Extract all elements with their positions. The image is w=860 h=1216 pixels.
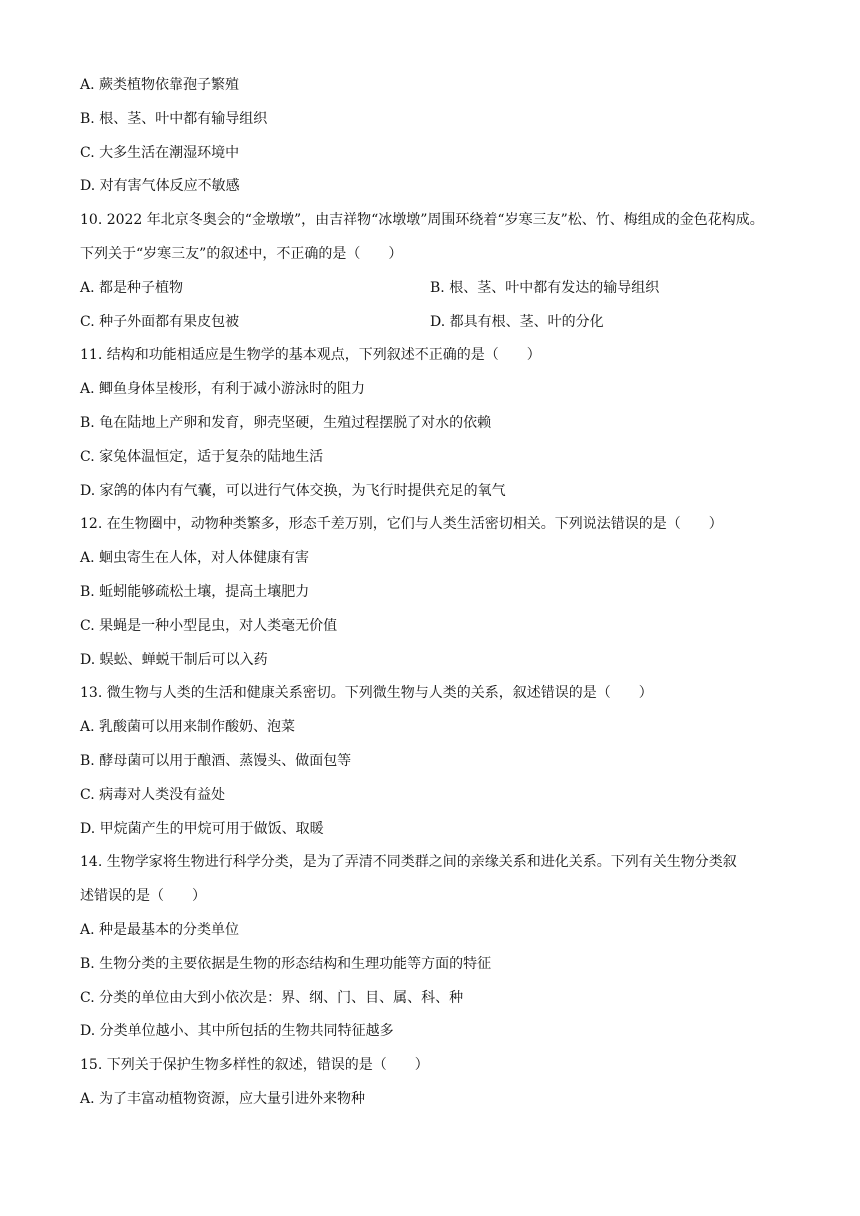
q12-option-a: A. 蛔虫寄生在人体，对人体健康有害 (80, 550, 310, 566)
q12-option-c: C. 果蝇是一种小型昆虫，对人类毫无价值 (80, 618, 338, 634)
q11-option-c: C. 家兔体温恒定，适于复杂的陆地生活 (80, 449, 324, 465)
q9-option-c: C. 大多生活在潮湿环境中 (80, 145, 240, 161)
q15-option-a: A. 为了丰富动植物资源，应大量引进外来物种 (80, 1091, 366, 1107)
q9-option-d: D. 对有害气体反应不敏感 (80, 178, 240, 194)
q14-option-a: A. 种是最基本的分类单位 (80, 922, 240, 938)
q10-option-a: A. 都是种子植物 (80, 280, 184, 296)
q14-option-c: C. 分类的单位由大到小依次是：界、纲、门、目、属、科、种 (80, 990, 464, 1006)
q11-stem: 11. 结构和功能相适应是生物学的基本观点，下列叙述不正确的是（ ） (80, 347, 541, 363)
q10-option-d: D. 都具有根、茎、叶的分化 (430, 314, 604, 330)
q12-stem: 12. 在生物圈中，动物种类繁多，形态千差万别，它们与人类生活密切相关。下列说法错误的是（ ） (80, 516, 723, 532)
q10-stem-line2: 下列关于“岁寒三友”的叙述中，不正确的是（ ） (80, 246, 403, 262)
q13-option-c: C. 病毒对人类没有益处 (80, 787, 226, 803)
q10-stem-line1: 10. 2022 年北京冬奥会的“金墩墩”，由吉祥物“冰墩墩”周围环绕着“岁寒三友”松、竹、梅组成的金色花构成。 (80, 212, 764, 228)
q11-option-d: D. 家鸽的体内有气囊，可以进行气体交换，为飞行时提供充足的氧气 (80, 483, 506, 499)
q14-stem-line1: 14. 生物学家将生物进行科学分类，是为了弄清不同类群之间的亲缘关系和进化关系。下列有关生物分类叙 (80, 854, 737, 870)
q13-option-b: B. 酵母菌可以用于酿酒、蒸馒头、做面包等 (80, 753, 352, 769)
q13-option-a: A. 乳酸菌可以用来制作酸奶、泡菜 (80, 719, 296, 735)
q13-stem: 13. 微生物与人类的生活和健康关系密切。下列微生物与人类的关系，叙述错误的是（ ） (80, 685, 653, 701)
q12-option-d: D. 蜈蚣、蝉蜕干制后可以入药 (80, 652, 268, 668)
q11-option-b: B. 龟在陆地上产卵和发育，卵壳坚硬，生殖过程摆脱了对水的依赖 (80, 415, 492, 431)
q11-option-a: A. 鲫鱼身体呈梭形，有利于减小游泳时的阻力 (80, 381, 366, 397)
q14-stem-line2: 述错误的是（ ） (80, 888, 206, 904)
q14-option-b: B. 生物分类的主要依据是生物的形态结构和生理功能等方面的特征 (80, 956, 492, 972)
q10-option-b: B. 根、茎、叶中都有发达的输导组织 (430, 280, 660, 296)
q15-stem: 15. 下列关于保护生物多样性的叙述，错误的是（ ） (80, 1057, 429, 1073)
q9-option-b: B. 根、茎、叶中都有输导组织 (80, 111, 268, 127)
q14-option-d: D. 分类单位越小、其中所包括的生物共同特征越多 (80, 1023, 394, 1039)
q10-option-c: C. 种子外面都有果皮包被 (80, 314, 240, 330)
q12-option-b: B. 蚯蚓能够疏松土壤，提高土壤肥力 (80, 584, 310, 600)
q13-option-d: D. 甲烷菌产生的甲烷可用于做饭、取暖 (80, 821, 324, 837)
q9-option-a: A. 蕨类植物依靠孢子繁殖 (80, 77, 240, 93)
